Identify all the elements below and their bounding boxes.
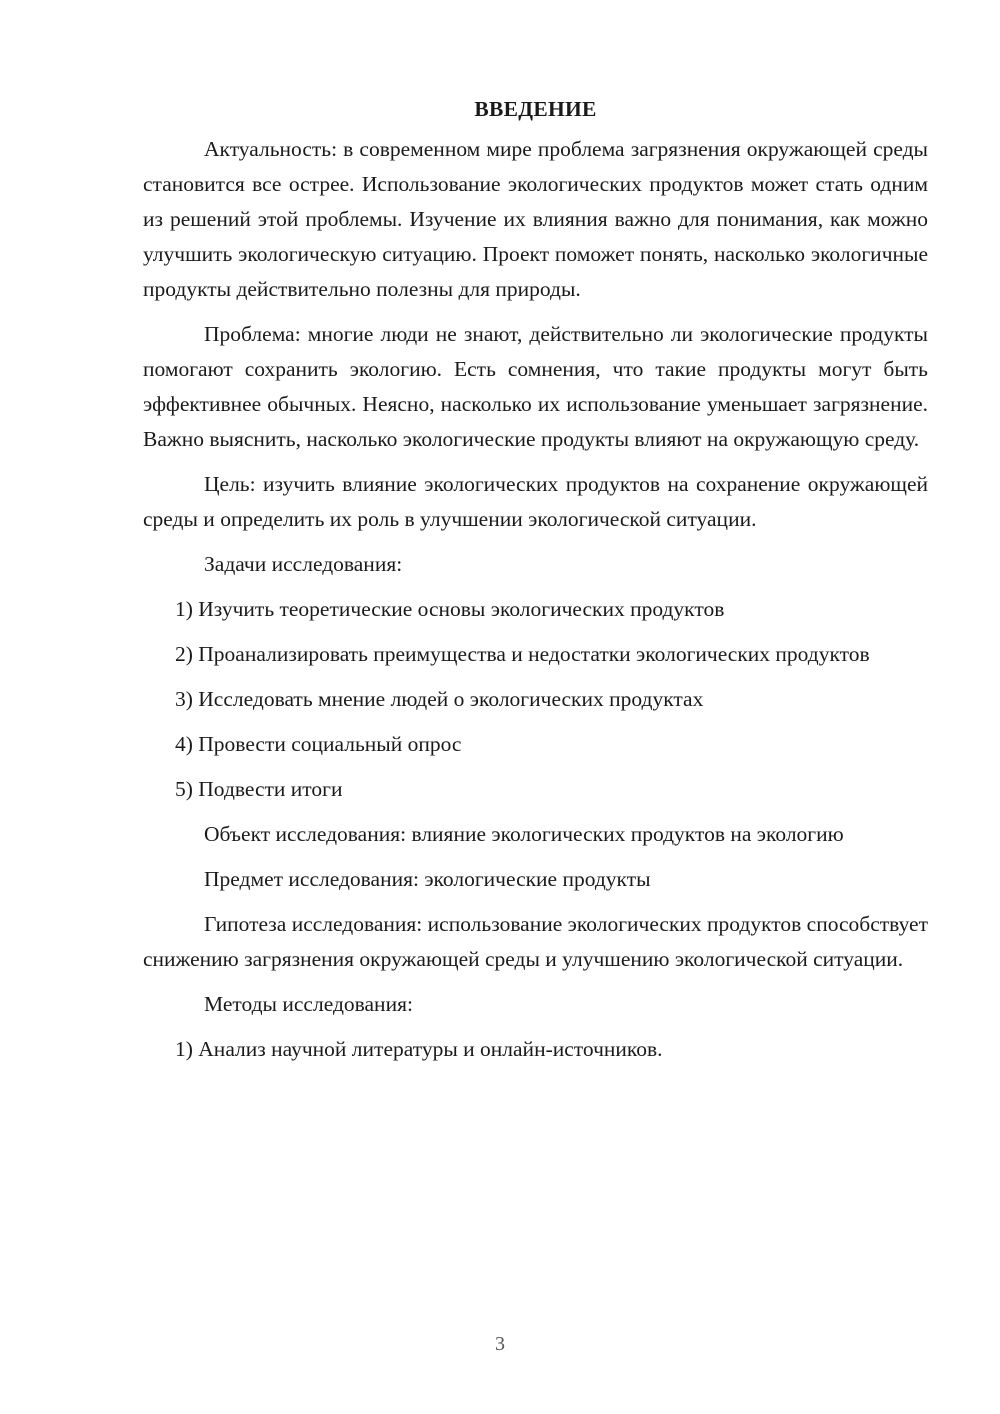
relevance-paragraph: Актуальность: в современном мире проблема загрязнения окружающей среды становится все острее. Использование экологических продуктов может стать одним из решений этой проблемы. Изучение их влияния важно для понимания, как можно улучшить экологическую ситуацию. Проект поможет понять, насколько экологичные продукты действительно полезны для природы. [143, 137, 928, 301]
tasks-heading: Задачи исследования: [204, 552, 403, 576]
task-item-3: 3) Исследовать мнение людей о экологических продуктах [175, 687, 704, 711]
method-item-1: 1) Анализ научной литературы и онлайн-источников. [175, 1037, 663, 1061]
subject-paragraph: Предмет исследования: экологические продукты [204, 867, 651, 891]
task-item-5: 5) Подвести итоги [175, 777, 343, 801]
methods-heading: Методы исследования: [204, 992, 413, 1016]
hypothesis-paragraph: Гипотеза исследования: использование экологических продуктов способствует снижению загрязнения окружающей среды и улучшению экологической ситуации. [143, 912, 928, 971]
page-number: 3 [495, 1333, 505, 1355]
object-paragraph: Объект исследования: влияние экологических продуктов на экологию [204, 822, 844, 846]
goal-paragraph: Цель: изучить влияние экологических продуктов на сохранение окружающей среды и определить их роль в улучшении экологической ситуации. [143, 472, 928, 531]
task-item-2: 2) Проанализировать преимущества и недостатки экологических продуктов [175, 642, 870, 666]
section-title: ВВЕДЕНИЕ [474, 97, 597, 121]
task-item-4: 4) Провести социальный опрос [175, 732, 462, 756]
task-item-1: 1) Изучить теоретические основы экологических продуктов [175, 597, 725, 621]
problem-paragraph: Проблема: многие люди не знают, действительно ли экологические продукты помогают сохранить экологию. Есть сомнения, что такие продукты могут быть эффективнее обычных. Неясно, насколько их использование уменьшает загрязнение. Важно выяснить, насколько экологические продукты влияют на окружающую среду. [143, 322, 928, 451]
document-page [143, 92, 928, 1077]
